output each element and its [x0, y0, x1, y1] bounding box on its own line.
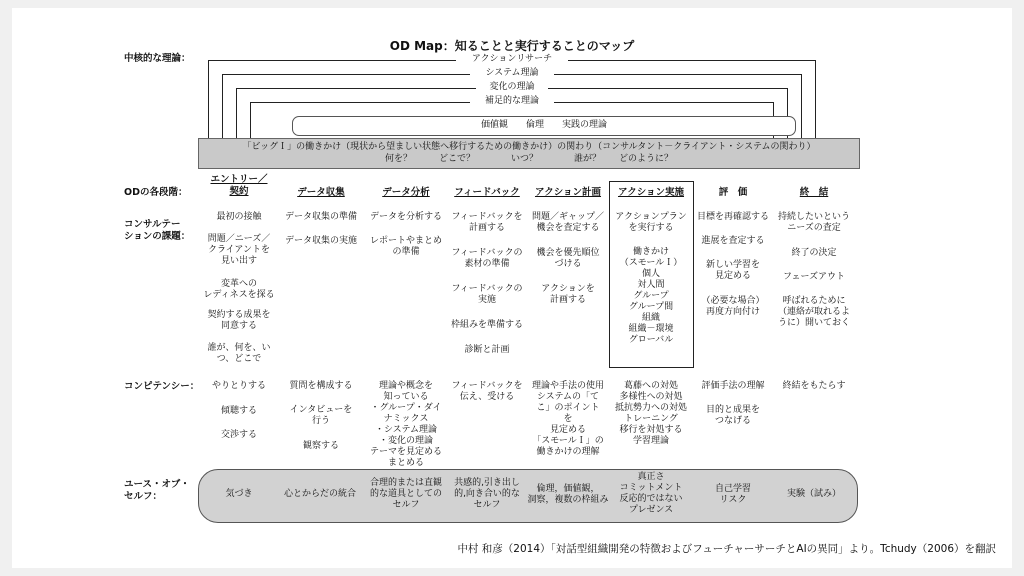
consult-item: 終了の決定 [791, 248, 837, 258]
consult-item: 働きかけ （スモールＩ） 個人 対人間 グループ グループ間 組織 組織－環境 グローバル [619, 247, 683, 345]
stages-label: ODの各段階： [124, 187, 188, 198]
consult-item: フィードバックの 実施 [451, 284, 523, 305]
consult-item: 診断と計画 [464, 345, 510, 355]
competency-item: 葛藤への対処 多様性への対処 抵抗勢力への対処 トレーニング 移行を対処する 学習理論 [614, 381, 687, 446]
competency-item: インタビューを 行う [289, 405, 353, 426]
theory-change: 変化の理論 [476, 82, 548, 93]
stage-entry: エントリー／ 契約 [210, 174, 268, 197]
competency-item: 交渉する [220, 430, 257, 440]
source-citation: 中村 和彦（2014）「対話型組織開発の特徴およびフューチャーサーチとAIの異同」より。Tchudy（2006）を翻訳 [457, 543, 996, 555]
consult-item: 新しい学習を 見定める [705, 260, 760, 281]
consult-item: 呼ばれるために （連絡が取れるよ うに）開いておく [777, 296, 850, 328]
consult-item: 機会を優先順位 づける [536, 248, 600, 269]
self-item: 真正さ コミットメント 反応的ではない プレゼンス [619, 472, 683, 515]
consult-item: データ収集の準備 [284, 212, 357, 222]
consult-item: 問題／ギャップ／ 機会を査定する [531, 212, 604, 233]
consult-item: 誰が、何を、い つ、どこで [207, 343, 271, 364]
self-item: 気づき [225, 489, 253, 499]
stage-termination: 終 結 [799, 187, 829, 198]
stage-data-collection: データ収集 [297, 187, 345, 198]
theory-action-research: アクションリサーチ [456, 54, 568, 65]
self-item: 実験（試み） [786, 489, 841, 499]
big-i-text: 「ビッグＩ」の働きかけ（現状から望ましい状態へ移行するための働きかけ）の関わり（コンサルタント－クライアント・システムの関わり） 何を？ どこで？ いつ？ 誰が？ どのように？ [242, 142, 816, 164]
competency-item: 終結をもたらす [782, 381, 846, 391]
values-text: 価値観 倫理 実践の理論 [480, 120, 607, 130]
consult-item: 目標を再確認する [696, 212, 769, 222]
competency-item: 理論や手法の使用 システムの「て こ」のポイント を 見定める 「スモールＩ」の 働きかけの理解 [531, 381, 604, 457]
competency-label: コンピテンシー： [124, 381, 200, 392]
consult-item: フィードバックの 素材の準備 [451, 248, 523, 269]
competency-item: 評価手法の理解 [701, 381, 765, 391]
competency-item: 観察する [302, 441, 339, 451]
competency-item: フィードバックを 伝え、受ける [451, 381, 523, 402]
consult-item: アクションを 計画する [541, 284, 595, 305]
page-title: OD Map：知ることと実行することのマップ [389, 39, 635, 53]
consult-item: フェーズアウト [782, 272, 846, 282]
competency-item: 理論や概念を 知っている ・グループ・ダイ ナミックス ・システム理論 ・変化の理論 テーマを見定める まとめる [369, 381, 442, 468]
stage-data-analysis: データ分析 [382, 187, 430, 198]
core-theory-label: 中核的な理論： [124, 53, 191, 64]
theory-supplementary: 補足的な理論 [470, 96, 554, 107]
competency-item: 目的と成果を つなげる [705, 405, 760, 426]
self-item: 倫理，価値観， 洞察，複数の枠組み [527, 484, 609, 505]
competency-item: やりとりする [211, 381, 266, 391]
consult-item: 最初の接触 [216, 212, 262, 222]
consult-item: データ収集の実施 [284, 236, 357, 246]
stage-evaluation: 評 価 [718, 187, 748, 198]
self-item: 自己学習 リスク [714, 484, 751, 505]
theory-system: システム理論 [470, 68, 554, 79]
self-item: 合理的または直観 的な道具としての セルフ [369, 478, 442, 510]
consult-item: 枠組みを準備する [450, 320, 523, 330]
consultation-label: コンサルテー ションの課題： [124, 219, 191, 242]
consult-item: 進展を査定する [701, 236, 765, 246]
consult-item: 持続したいという ニーズの査定 [777, 212, 850, 233]
consult-item: データを分析する [369, 212, 442, 222]
self-item: 共感的,引き出し 的,向き合い的な セルフ [454, 478, 520, 510]
consult-item: アクションプラン を実行する [615, 212, 687, 233]
consult-item: 変革への レディネスを探る [203, 279, 275, 300]
consult-item: （必要な場合） 再度方向付け [701, 296, 765, 317]
stage-feedback: フィードバック [454, 187, 520, 198]
consult-item: レポートやまとめ の準備 [369, 236, 442, 257]
use-of-self-label: ユース・オブ・ セルフ： [124, 479, 190, 502]
consult-item: フィードバックを 計画する [451, 212, 523, 233]
stage-action-planning: アクション計画 [534, 187, 602, 198]
stage-action-implementation: アクション実施 [617, 187, 685, 198]
consult-item: 契約する成果を 同意する [207, 310, 271, 331]
competency-item: 質問を構成する [289, 381, 353, 391]
self-item: 心とからだの統合 [283, 489, 356, 499]
consult-item: 問題／ニーズ／ クライアントを 見い出す [207, 234, 271, 266]
competency-item: 傾聴する [220, 406, 257, 416]
